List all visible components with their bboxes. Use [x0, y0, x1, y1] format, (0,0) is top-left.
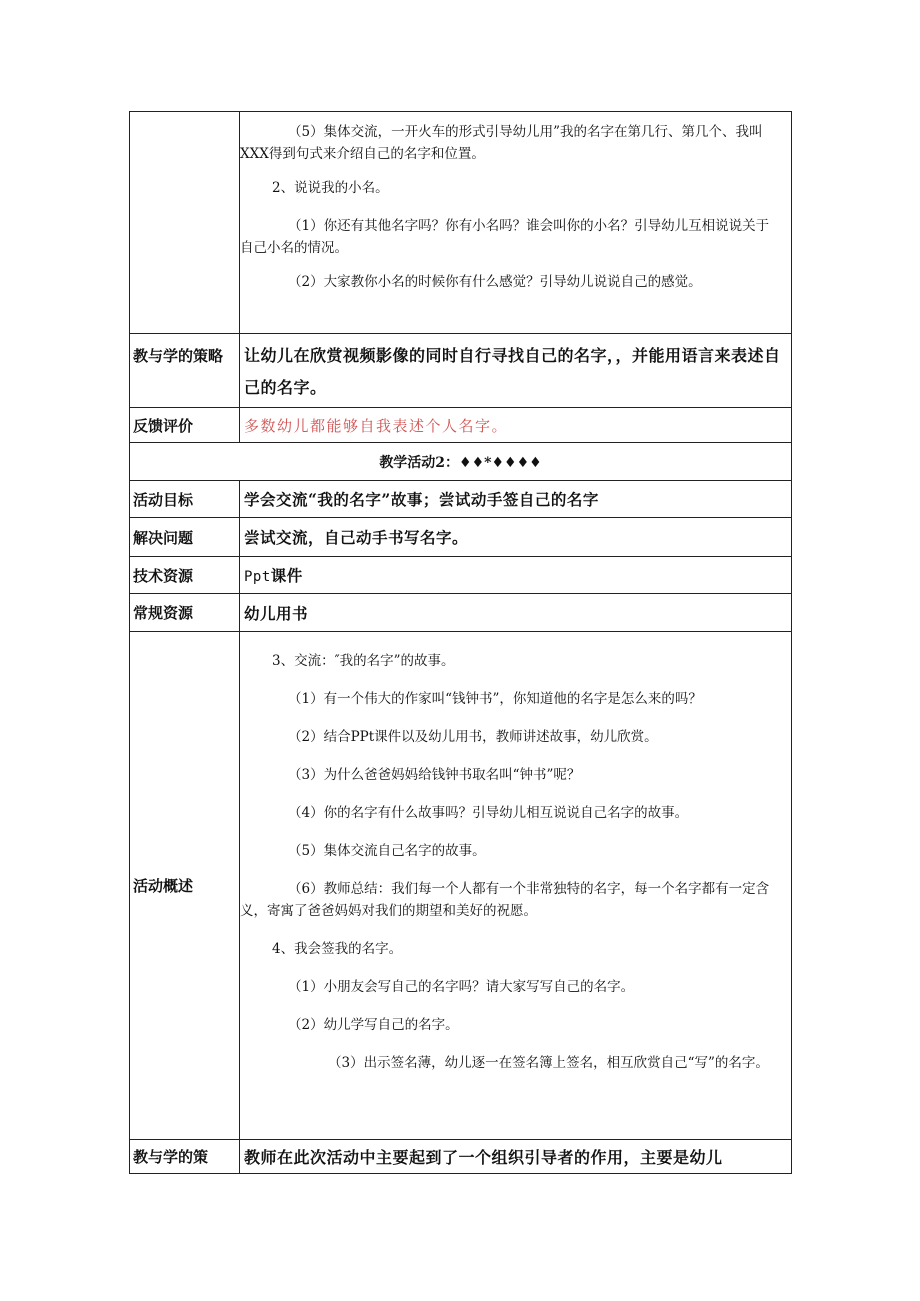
table-row — [130, 594, 792, 632]
step-line: （3）为什么爸爸妈妈给钱钟书取名叫“钟书”呢？ — [288, 767, 581, 783]
step-line: 2、说说我的小名。 — [272, 180, 389, 196]
step-line: （1）有一个伟大的作家叫“钱钟书”，你知道他的名字是怎么来的吗？ — [288, 691, 702, 707]
strategy-label: 教与学的策略 — [130, 334, 240, 408]
strategy-text: 让幼儿在欣赏视频影像的同时自行寻找自己的名字，，并能用语言来表述自己的名字。 — [240, 334, 792, 408]
overview-steps-cell — [240, 632, 792, 1140]
feedback-label: 反馈评价 — [130, 408, 240, 443]
row-label-empty — [130, 112, 240, 334]
table-row — [130, 632, 792, 1140]
step-line: （1）小朋友会写自己的名字吗？请大家写写自己的名字。 — [288, 979, 635, 995]
table-row — [130, 112, 792, 334]
feedback-text: 多数幼儿都能够自我表述个人名字。 — [240, 408, 792, 443]
step-line: （5）集体交流，一开火车的形式引导幼儿用”我的名字在第几行、第几个、我叫XXX得到句式来介绍自己的名字和位置。 — [240, 124, 763, 162]
step-line: 3、交流：″我的名字”的故事。 — [272, 653, 455, 669]
step-line: （2）大家教你小名的时候你有什么感觉？引导幼儿说说自己的感觉。 — [288, 274, 702, 290]
step-line: （1）你还有其他名字吗？你有小名吗？谁会叫你的小名？引导幼儿互相说说关于自己小名的情况。 — [240, 218, 770, 256]
table-row — [130, 408, 792, 443]
tech-text — [240, 557, 792, 594]
regular-text: 幼儿用书 — [240, 594, 792, 632]
strategy-text: 教师在此次活动中主要起到了一个组织引导者的作用，主要是幼儿 — [240, 1140, 792, 1174]
step-line: （6）教师总结：我们每一个人都有一个非常独特的名字，每一个名字都有一定含义，寄寓了爸爸妈妈对我们的期望和美好的祝愿。 — [240, 881, 770, 919]
lesson-plan-table — [129, 111, 792, 1174]
regular-label: 常规资源 — [130, 594, 240, 632]
step-line: （5）集体交流自己名字的故事。 — [288, 843, 486, 859]
table-row — [130, 334, 792, 408]
table-row — [130, 518, 792, 557]
activity-steps-cell — [240, 112, 792, 334]
goal-label: 活动目标 — [130, 481, 240, 518]
strategy-label: 教与学的策 — [130, 1140, 240, 1174]
table-row — [130, 557, 792, 594]
step-line: （2）幼儿学写自己的名字。 — [288, 1017, 459, 1033]
tech-label: 技术资源 — [130, 557, 240, 594]
problem-label: 解决问题 — [130, 518, 240, 557]
activity-title: 教学活动2：♦♦*♦♦♦♦ — [130, 443, 792, 481]
table-row — [130, 443, 792, 481]
step-line: 4、我会签我的名字。 — [272, 941, 403, 957]
goal-text: 学会交流“我的名字”故事；尝试动手签自己的名字 — [240, 481, 792, 518]
table-row — [130, 481, 792, 518]
step-line: （3）出示签名薄，幼儿逐一在签名簿上签名，相互欣赏自己“写”的名字。 — [328, 1055, 769, 1071]
overview-label: 活动概述 — [130, 632, 240, 1140]
step-line: （2）结合PPt课件以及幼儿用书，教师讲述故事，幼儿欣赏。 — [288, 729, 658, 745]
table-row — [130, 1140, 792, 1174]
problem-text: 尝试交流，自己动手书写名字。 — [240, 518, 792, 557]
tech-text-bold: 课件 — [270, 566, 303, 585]
tech-text-plain: Ppt — [244, 569, 271, 585]
step-line: （4）你的名字有什么故事吗？引导幼儿相互说说自己名字的故事。 — [288, 805, 689, 821]
